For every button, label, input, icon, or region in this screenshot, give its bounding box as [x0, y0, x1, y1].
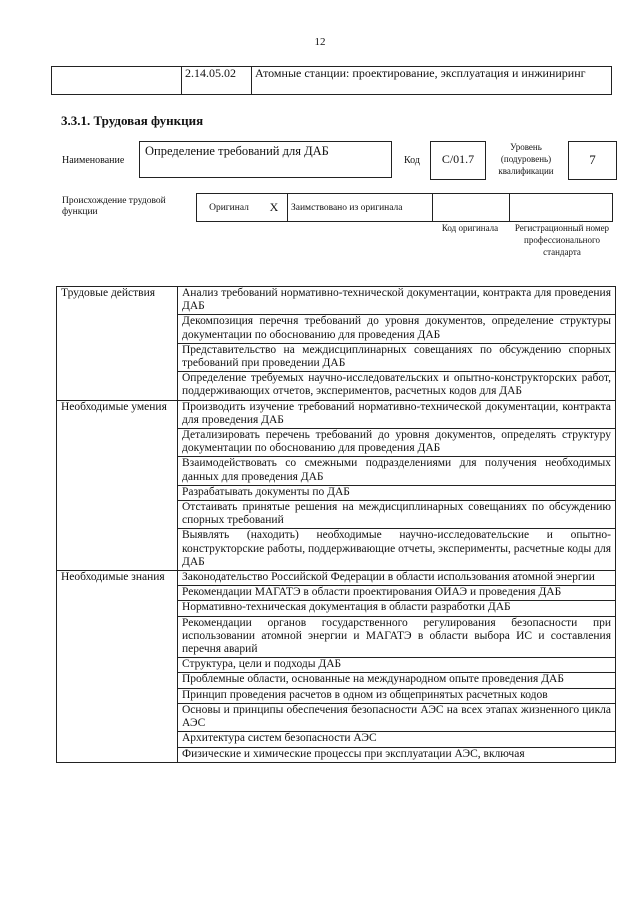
requirement-item: Принцип проведения расчетов в одном из общепринятых расчетных кодов: [178, 688, 616, 703]
requirement-item: Рекомендации органов государственного регулирования безопасности при использовании атомной энергии и МАГАТЭ в области выбора ИС и составления перечня аварий: [178, 616, 616, 658]
requirement-item: Производить изучение требований нормативно-технической документации, контракта для проведения ДАБ: [178, 400, 616, 428]
requirement-item: Взаимодействовать со смежными подразделениями для получения необходимых данных для проведения ДАБ: [178, 457, 616, 485]
function-table: [56, 286, 616, 763]
top-table: [51, 66, 612, 95]
code-value: C/01.7: [430, 141, 486, 180]
code-label: Код: [404, 155, 420, 166]
top-cell-empty: [52, 67, 182, 95]
origin-reg-cell: [510, 194, 613, 222]
requirement-item: Нормативно-техническая документация в области разработки ДАБ: [178, 601, 616, 616]
section-header: Необходимые умения: [57, 400, 178, 570]
level-value: 7: [568, 141, 617, 180]
requirement-item: Анализ требований нормативно-технической документации, контракта для проведения ДАБ: [178, 287, 616, 315]
requirement-item: Отстаивать принятые решения на междисциплинарных совещаниях по обсуждению спорных требований: [178, 501, 616, 529]
requirement-item: Рекомендации МАГАТЭ в области проектирования ОИАЭ и проведения ДАБ: [178, 586, 616, 601]
name-value: Определение требований для ДАБ: [139, 141, 392, 178]
origin-reg-caption: Регистрационный номер профессионального стандарта: [514, 223, 610, 257]
requirement-item: Определение требуемых научно-исследовательских и опытно-конструкторских работ, поддерживающих отчетов, экспериментов, расчетных кодов для ДАБ: [178, 372, 616, 400]
table-row: [57, 287, 616, 315]
top-name: Атомные станции: проектирование, эксплуатация и инжиниринг: [252, 67, 612, 95]
origin-mark: X: [261, 194, 288, 222]
origin-row: [197, 194, 613, 222]
section-header: Трудовые действия: [57, 287, 178, 401]
requirement-item: Физические и химические процессы при эксплуатации АЭС, включая: [178, 747, 616, 762]
top-table-row: [52, 67, 612, 95]
origin-label: Происхождение трудовой функции: [62, 196, 166, 217]
requirement-item: Представительство на междисциплинарных совещаниях по обсуждению спорных требований при проведении ДАБ: [178, 343, 616, 371]
table-row: [57, 400, 616, 428]
name-label: Наименование: [62, 155, 125, 166]
requirement-item: Выявлять (находить) необходимые научно-исследовательские и опытно-конструкторские работы, поддерживающие отчеты, эксперименты, расчетные коды для ДАБ: [178, 529, 616, 571]
requirement-item: Законодательство Российской Федерации в области использования атомной энергии: [178, 571, 616, 586]
requirement-item: Разрабатывать документы по ДАБ: [178, 485, 616, 500]
origin-original: Оригинал: [197, 194, 262, 222]
section-title: 3.3.1. Трудовая функция: [61, 113, 204, 128]
page-number: 12: [314, 36, 326, 48]
table-row: [57, 571, 616, 586]
requirement-item: Архитектура систем безопасности АЭС: [178, 732, 616, 747]
origin-code-caption: Код оригинала: [441, 223, 499, 233]
top-code: 2.14.05.02: [182, 67, 252, 95]
section-header: Необходимые знания: [57, 571, 178, 763]
level-label: Уровень (подуровень) квалификации: [498, 142, 554, 176]
requirement-item: Проблемные области, основанные на международном опыте проведения ДАБ: [178, 673, 616, 688]
requirement-item: Декомпозиция перечня требований до уровня документов, определение структуры документации по обоснованию для проведения ДАБ: [178, 315, 616, 343]
requirement-item: Структура, цели и подходы ДАБ: [178, 658, 616, 673]
origin-table: [196, 193, 613, 222]
requirement-item: Основы и принципы обеспечения безопасности АЭС на всех этапах жизненного цикла АЭС: [178, 703, 616, 731]
requirement-item: Детализировать перечень требований до уровня документов, определять структуру документации по обоснованию для проведения ДАБ: [178, 429, 616, 457]
origin-code-cell: [433, 194, 510, 222]
origin-borrowed: Заимствовано из оригинала: [288, 194, 433, 222]
